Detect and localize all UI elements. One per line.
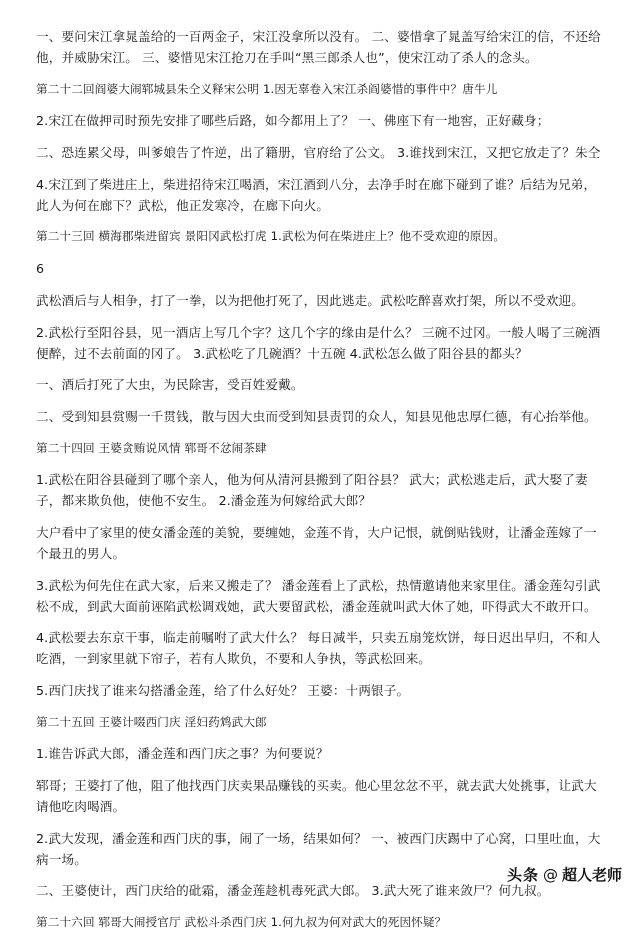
chapter-heading: 第二十二回阎婆大闹郓城县朱仝义释宋公明 1.因无辜卷入宋江杀阎婆惜的事件中？唐牛儿 (36, 81, 498, 96)
paragraph: 4.宋江到了柴进庄上，柴进招待宋江喝酒，宋江酒到八分，去净手时在廊下碰到了谁？后结为兄弟，此人为何在廊下？武松，他正发寒冷，在廊下向火。 (36, 176, 597, 213)
watermark-brand: 头条 (506, 866, 539, 884)
paragraph: 武松酒后与人相争，打了一拳，以为把他打死了，因此逃走。武松吃醉喜欢打架，所以不受欢迎。 (36, 292, 584, 308)
watermark (507, 864, 622, 885)
paragraph: 二、恐连累父母，叫爹娘告了忤逆，出了籍册，官府给了公文。 3.谁找到宋江，又把它放走了？朱仝 (36, 145, 601, 161)
paragraph: 一、酒后打死了大虫，为民除害，受百姓爱戴。 (36, 377, 304, 393)
paragraph: 1.武松在阳谷县碰到了哪个亲人，他为何从清河县搬到了阳谷县？ 武大；武松逃走后，武大娶了妻子，都来欺负他，使他不安生。 2.潘金莲为何嫁给武大郎？ (36, 472, 588, 509)
paragraph: 郓哥；王婆打了他，阻了他找西门庆卖果品赚钱的买卖。他心里忿忿不平，就去武大处挑事，让武大请他吃肉喝酒。 (36, 778, 597, 815)
paragraph: 1.谁告诉武大郎，潘金莲和西门庆之事？为何要说？ (36, 746, 329, 762)
paragraph: 3.武松为何先住在武大家，后来又搬走了？ 潘金莲看上了武松，热情邀请他来家里住。潘金莲勾引武松不成，到武大面前诬陷武松调戏她，武大要留武松，潘金莲就叫武大休了她，吓得武大不敢开口。 (36, 577, 601, 614)
document-body (0, 26, 640, 944)
paragraph: 5.西门庆找了谁来勾搭潘金莲，给了什么好处？ 王婆：十两银子。 (36, 683, 410, 698)
chapter-heading: 第二十四回 王婆贪贿说风情 郓哥不忿闹茶肆 (36, 440, 267, 455)
paragraph: 二、受到知县赏赐一千贯钱，散与因大虫而受到知县责罚的众人，知县见他忠厚仁德，有心抬举他。 (36, 408, 597, 424)
paragraph: 6 (36, 261, 45, 277)
chapter-heading: 第二十五回 王婆计啜西门庆 淫妇药鸩武大郎 (36, 714, 267, 729)
paragraph: 一、要问宋江拿晁盖给的一百两金子，宋江没拿所以没有。 二、婆惜拿了晁盖写给宋江的信，不还给他，并威胁宋江。 三、婆惜见宋江抢刀在手叫“黑三郎杀人也”，使宋江动了杀人的念头。 (36, 29, 601, 65)
paragraph: 大户看中了家里的使女潘金莲的美貌，要缠她，金莲不肯，大户记恨，就倒贴钱财，让潘金莲嫁了一个最丑的男人。 (36, 524, 597, 561)
chapter-heading: 第二十三回 横海郡柴进留宾 景阳冈武松打虎 1.武松为何在柴进庄上？他不受欢迎的原因。 (36, 229, 506, 244)
paragraph: 二、王婆使计，西门庆给的砒霜，潘金莲趁机毒死武大郎。 3.武大死了谁来敛尸？何九叔。 (36, 883, 550, 899)
paragraph: 2.宋江在做押司时预先安排了哪些后路，如今都用上了？ 一、佛座下有一地窖，正好藏身； (36, 113, 550, 129)
watermark-at: @ (542, 865, 558, 884)
watermark-author: 超人老师 (561, 866, 622, 884)
paragraph: 2.武松行至阳谷县，见一酒店上写几个字？这几个字的缘由是什么？ 三碗不过冈。一般人喝了三碗酒便醉，过不去前面的冈了。 3.武松吃了几碗酒？十五碗 4.武松怎么做了阳谷县的都头？ (36, 324, 601, 361)
paragraph: 4.武松要去东京干事，临走前嘱咐了武大什么？ 每日减半，只卖五扇笼炊饼，每日迟出早归，不和人吃酒，一到家里就下帘子，若有人欺负，不要和人争执，等武松回来。 (36, 630, 601, 667)
chapter-heading: 第二十六回 郓哥大闹授官厅 武松斗杀西门庆 1.何九叔为何对武大的死因怀疑？ (36, 915, 447, 930)
paragraph: 2.武大发现，潘金莲和西门庆的事，闹了一场，结果如何？ 一、被西门庆踢中了心窝，口里吐血，大病一场。 (36, 830, 601, 867)
